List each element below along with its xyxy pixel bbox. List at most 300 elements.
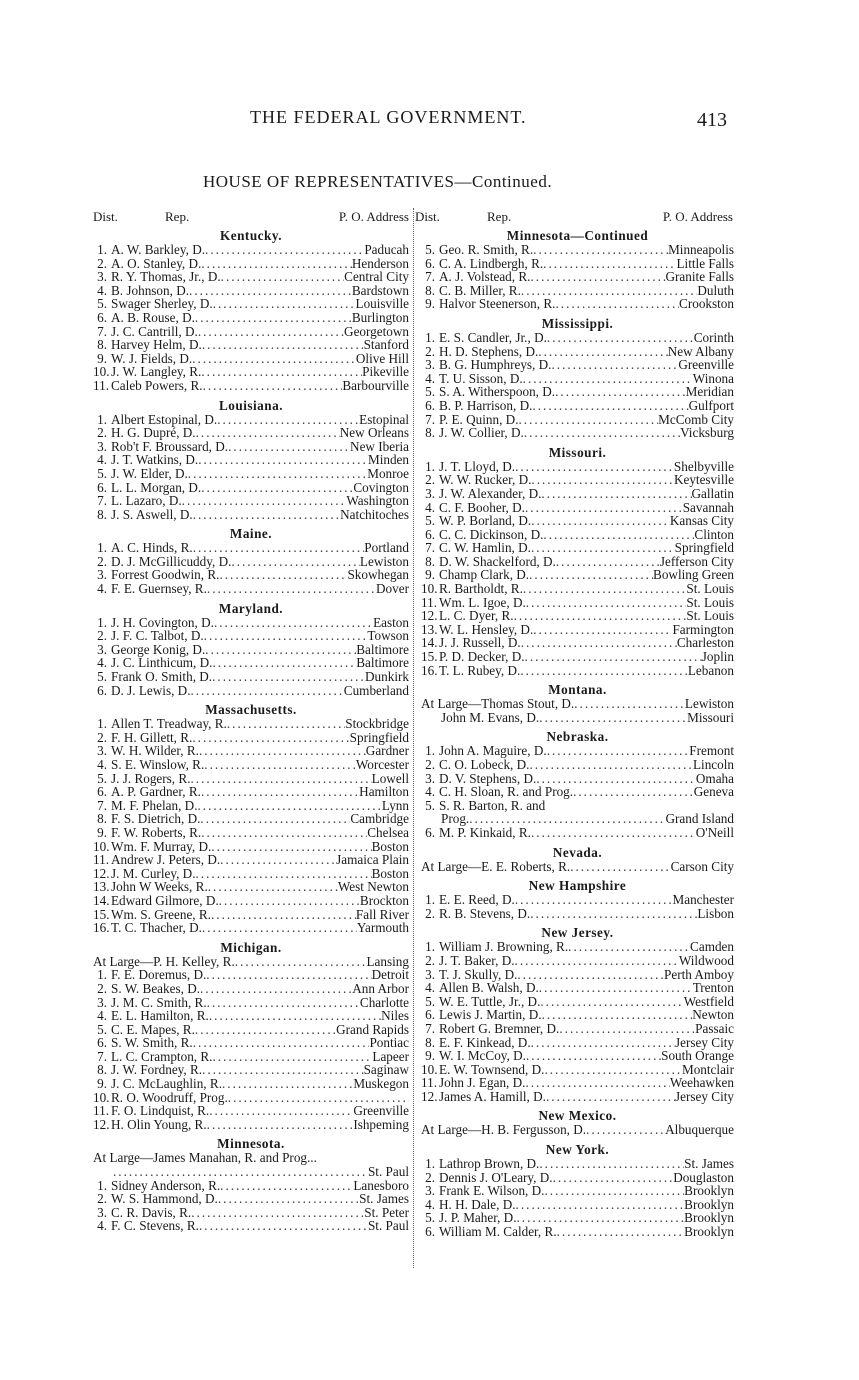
- list-item: [93, 758, 409, 772]
- leader-dots: [536, 772, 696, 786]
- representative-name: J. C. Linthicum, D.: [111, 655, 213, 671]
- state-section-new-mexico: [421, 1108, 734, 1142]
- post-office-address: St. Peter: [364, 1204, 409, 1220]
- post-office-address: Saginaw: [363, 1062, 409, 1078]
- leader-dots: [544, 1184, 684, 1198]
- list-item: [93, 1206, 409, 1220]
- representative-name: C. C. Dickinson, D.: [439, 526, 544, 542]
- district-number: 6.: [425, 824, 435, 840]
- leader-dots: [189, 284, 352, 298]
- list-item: [93, 568, 409, 582]
- district-number: 3.: [425, 357, 435, 373]
- leader-dots: [515, 893, 673, 907]
- district-number: 1.: [97, 614, 107, 630]
- post-office-address: Muskegon: [353, 1076, 409, 1092]
- leader-dots: [551, 358, 678, 372]
- district-number: 6.: [97, 784, 107, 800]
- post-office-address: Manchester: [672, 892, 734, 908]
- post-office-address: Gardner: [365, 743, 409, 759]
- post-office-address: Albuquerque: [665, 1122, 734, 1138]
- post-office-address: Brooklyn: [684, 1196, 734, 1212]
- post-office-address: St. Louis: [686, 581, 734, 597]
- post-office-address: Stockbridge: [345, 716, 409, 732]
- representative-name: D. W. Shackelford, D.: [439, 553, 556, 569]
- representative-name: W. I. McCoy, D.: [439, 1048, 526, 1064]
- state-heading: Nevada.: [552, 844, 603, 860]
- list-item: [421, 1022, 734, 1036]
- list-item: [93, 494, 409, 508]
- district-number: 13.: [421, 621, 438, 637]
- post-office-address: Henderson: [351, 255, 409, 271]
- list-item: [421, 514, 734, 528]
- representative-name: C. W. Hamlin, D.: [439, 540, 531, 556]
- state-section-nevada: [421, 845, 734, 879]
- state-section-new-york: [421, 1142, 734, 1244]
- leader-dots: [192, 731, 349, 745]
- representative-name: J. S. Aswell, D.: [111, 506, 193, 522]
- post-office-address: Georgetown: [344, 323, 409, 339]
- list-item: [421, 257, 734, 271]
- rep-header: Rep.: [165, 209, 190, 224]
- representative-name: Lathrop Brown, D.: [439, 1156, 540, 1172]
- post-office-address: Trenton: [692, 980, 734, 996]
- leader-dots: [200, 982, 352, 996]
- representative-name: J. J. Russell, D.: [439, 635, 521, 651]
- leader-dots: [202, 1063, 363, 1077]
- district-number: 1.: [425, 1156, 435, 1172]
- representative-name: C. F. Booher, D.: [439, 499, 525, 515]
- representative-name: J. M. C. Smith, R.: [111, 994, 207, 1010]
- post-office-address: St. Paul: [367, 1164, 409, 1180]
- post-office-address: Ishpeming: [353, 1116, 409, 1132]
- representative-name: S. A. Witherspoon, D.: [439, 384, 556, 400]
- district-number: 2.: [425, 757, 435, 772]
- post-office-address: O'Neill: [695, 824, 734, 840]
- state-section-missouri: [421, 445, 734, 683]
- post-office-address: Jamaica Plain: [336, 852, 409, 868]
- list-item: [93, 656, 409, 670]
- post-office-address: Yarmouth: [356, 920, 409, 936]
- leader-dots: [201, 257, 352, 271]
- leader-dots: [219, 568, 347, 582]
- list-item: [93, 1179, 409, 1193]
- list-item: [93, 1219, 409, 1233]
- district-number: 12.: [93, 865, 110, 881]
- representative-name: W. J. Fields, D.: [111, 350, 193, 366]
- list-item: [421, 1008, 734, 1022]
- representative-name: B. Johnson, D.: [111, 282, 190, 298]
- representative-name: J. M. Curley, D.: [111, 865, 196, 881]
- district-number: 6.: [97, 1035, 107, 1051]
- state-heading: New Mexico.: [538, 1108, 617, 1124]
- district-number: 5.: [425, 513, 435, 529]
- leader-dots: [209, 1104, 353, 1118]
- leader-dots: [531, 541, 675, 555]
- list-item: [93, 799, 409, 813]
- representative-name: J. W. Langley, R.: [111, 364, 202, 380]
- list-item: [93, 853, 409, 867]
- district-number: 1.: [425, 458, 435, 474]
- list-item: [421, 284, 734, 298]
- po-address-header: P. O. Address: [338, 209, 409, 224]
- list-item: [93, 325, 409, 339]
- representative-name: George Konig, D.: [111, 641, 206, 657]
- list-item: [421, 345, 734, 359]
- post-office-address: Barbourville: [342, 377, 409, 393]
- leader-dots: [208, 880, 338, 894]
- district-number: 6.: [97, 309, 107, 325]
- representative-name: R. Bartholdt, R.: [439, 581, 523, 597]
- list-item: [93, 270, 409, 284]
- list-item: [421, 1076, 734, 1090]
- district-number: 4.: [97, 1218, 107, 1234]
- state-section-minnesota: [93, 1136, 409, 1238]
- representative-name: Frank E. Wilson, D.: [439, 1183, 545, 1199]
- district-number: 9.: [97, 824, 107, 840]
- state-heading: Massachusetts.: [205, 702, 297, 718]
- post-office-address: Brockton: [359, 892, 409, 908]
- district-number: 7.: [97, 493, 107, 509]
- list-item: [93, 352, 409, 366]
- post-office-address: Gulfport: [688, 397, 734, 413]
- leader-dots: [207, 1118, 354, 1132]
- post-office-address: Hamilton: [359, 784, 409, 800]
- post-office-address: Worcester: [355, 757, 409, 772]
- representative-name: T. C. Thacher, D.: [111, 920, 202, 936]
- district-number: 4.: [97, 757, 107, 772]
- representative-name: J. T. Baker, D.: [439, 952, 515, 968]
- list-item: [421, 399, 734, 413]
- district-number: 6.: [425, 1224, 435, 1240]
- leader-dots: [529, 568, 653, 582]
- post-office-address: Jersey City: [675, 1088, 734, 1104]
- district-number: 16.: [93, 920, 110, 936]
- leader-dots: [543, 528, 694, 542]
- post-office-address: Lansing: [366, 953, 409, 969]
- leader-dots: [539, 1157, 684, 1171]
- district-number: 10.: [421, 1061, 438, 1077]
- list-item: [421, 1090, 734, 1104]
- post-office-address: New Orleans: [339, 425, 409, 441]
- list-item: [421, 954, 734, 968]
- post-office-address: Winona: [692, 370, 734, 386]
- district-number: 10.: [93, 1089, 110, 1105]
- list-item: [93, 968, 409, 982]
- list-item: [421, 697, 734, 711]
- list-item: [93, 616, 409, 630]
- leader-dots: [553, 1171, 674, 1185]
- representative-name: S. W. Beakes, D.: [111, 980, 201, 996]
- district-number: 3.: [97, 743, 107, 759]
- district-number: 5.: [425, 1210, 435, 1226]
- state-heading: Maine.: [229, 526, 273, 542]
- representative-name: J. C. McLaughlin, R.: [111, 1076, 222, 1092]
- representative-name: T. U. Sisson, D.: [439, 370, 523, 386]
- post-office-address: Minden: [367, 452, 409, 468]
- representative-name: John A. Maguire, D.: [439, 743, 547, 759]
- representative-name: Wm. L. Igoe, D.: [439, 594, 526, 610]
- post-office-address: Corinth: [693, 329, 734, 345]
- leader-dots: [211, 908, 356, 922]
- leader-dots: [228, 440, 350, 454]
- representative-name: Dennis J. O'Leary, D.: [439, 1169, 553, 1185]
- post-office-address: Lebanon: [687, 662, 734, 678]
- list-item: [93, 1091, 409, 1105]
- list-item: [421, 501, 734, 515]
- leader-dots: [521, 284, 697, 298]
- state-heading: New Jersey.: [541, 925, 614, 941]
- representative-name: At Large—H. B. Fergusson, D.: [421, 1122, 587, 1138]
- state-heading: Kentucky.: [219, 228, 283, 243]
- district-number: 6.: [425, 1007, 435, 1023]
- list-item: [421, 1184, 734, 1198]
- district-number: 7.: [425, 1020, 435, 1036]
- district-number: 14.: [93, 892, 110, 908]
- representative-name: W. E. Tuttle, Jr., D.: [439, 993, 541, 1009]
- representative-name: L. L. Morgan, D.: [111, 479, 202, 495]
- list-item: [93, 311, 409, 325]
- list-item: [93, 955, 409, 969]
- leader-dots: [539, 981, 693, 995]
- representative-name: C. H. Sloan, R. and Prog.: [439, 784, 574, 800]
- leader-dots: [568, 940, 690, 954]
- list-item: [93, 284, 409, 298]
- list-item: [421, 568, 734, 582]
- list-item: [421, 1157, 734, 1171]
- list-item: [93, 541, 409, 555]
- list-item: [421, 1036, 734, 1050]
- list-item: [421, 270, 734, 284]
- post-office-address: Charleston: [676, 635, 734, 651]
- representative-name: Champ Clark, D.: [439, 567, 530, 583]
- representative-name: J. F. C. Talbot, D.: [111, 628, 204, 644]
- state-section-montana: [421, 682, 734, 729]
- leader-dots: [219, 894, 360, 908]
- district-number: 2.: [425, 472, 435, 488]
- leader-dots: [546, 1090, 675, 1104]
- left-column: [93, 228, 409, 1238]
- list-item: [93, 812, 409, 826]
- district-number: 7.: [97, 797, 107, 813]
- post-office-address: Cumberland: [343, 682, 409, 698]
- list-item: [93, 508, 409, 522]
- district-number: 9.: [97, 1076, 107, 1092]
- state-section-maryland: [93, 601, 409, 703]
- list-item: [93, 629, 409, 643]
- representative-name: W. L. Hensley, D.: [439, 621, 534, 637]
- representative-name: A. J. Volstead, R.: [439, 269, 531, 285]
- leader-dots: [543, 257, 676, 271]
- post-office-address: Clinton: [694, 526, 734, 542]
- leader-dots: [531, 1036, 675, 1050]
- post-office-address: Montclair: [681, 1061, 734, 1077]
- list-item: [421, 893, 734, 907]
- district-number: 2.: [97, 553, 107, 569]
- post-office-address: Minneapolis: [668, 242, 734, 257]
- list-item: [421, 473, 734, 487]
- representative-name: Prog.: [441, 811, 470, 827]
- leader-dots: [538, 345, 667, 359]
- post-office-address: Westfield: [683, 993, 734, 1009]
- leader-dots: [523, 582, 686, 596]
- post-office-address: Crookston: [679, 296, 734, 312]
- representative-name: At Large—Thomas Stout, D.: [421, 696, 575, 712]
- state-section-kentucky: [93, 228, 409, 398]
- post-office-address: Vicksburg: [680, 425, 734, 441]
- leader-dots: [515, 954, 679, 968]
- representative-name: P. D. Decker, D.: [439, 649, 525, 665]
- list-item: [93, 731, 409, 745]
- representative-name: Andrew J. Peters, D.: [111, 852, 221, 868]
- post-office-address: Springfield: [349, 729, 409, 745]
- district-number: 4.: [425, 370, 435, 386]
- representative-name: Swager Sherley, D.: [111, 296, 213, 312]
- representative-name: L. C. Dyer, R.: [439, 608, 514, 624]
- representative-name: B. G. Humphreys, D.: [439, 357, 552, 373]
- district-number: 4.: [425, 1196, 435, 1212]
- district-number: 12.: [93, 1116, 110, 1132]
- list-item: [421, 1171, 734, 1185]
- district-number: 2.: [425, 905, 435, 921]
- post-office-address: Lynn: [381, 797, 409, 813]
- leader-dots: [202, 921, 357, 935]
- leader-dots: [201, 481, 353, 495]
- post-office-address: Washington: [346, 493, 409, 509]
- district-number: 5.: [425, 797, 435, 813]
- list-item: [421, 331, 734, 345]
- representative-name: D. J. Lewis, D.: [111, 682, 191, 698]
- representative-name: R. O. Woodruff, Prog.: [111, 1089, 228, 1105]
- representative-name: J. W. Collier, D.: [439, 425, 524, 441]
- district-number: 4.: [425, 784, 435, 800]
- leader-dots: [212, 656, 356, 670]
- representative-name: At Large—James Manahan, R. and Prog...: [93, 1150, 317, 1166]
- representative-name: Rob't F. Broussard, D.: [111, 438, 229, 454]
- representative-name: Wm. F. Murray, D.: [111, 838, 212, 854]
- post-office-address: Fremont: [689, 743, 734, 759]
- list-item: [93, 467, 409, 481]
- representative-name: M. P. Kinkaid, R.: [439, 824, 531, 840]
- list-item: [421, 1211, 734, 1225]
- district-number: 2.: [425, 952, 435, 968]
- representative-name: F. W. Roberts, R.: [111, 824, 202, 840]
- list-item: [421, 528, 734, 542]
- page-header: [0, 107, 859, 133]
- post-office-address: Camden: [690, 939, 734, 955]
- district-number: 9.: [97, 350, 107, 366]
- representative-name: W. S. Hammond, D.: [111, 1191, 218, 1207]
- district-number: 4.: [97, 282, 107, 298]
- district-number: 1.: [97, 967, 107, 983]
- leader-dots: [220, 1179, 353, 1193]
- dist-header: Dist.: [415, 209, 440, 224]
- post-office-address: Lincoln: [692, 757, 734, 772]
- district-number: 2.: [97, 255, 107, 271]
- post-office-address: Greenville: [678, 357, 734, 373]
- post-office-address: Greenville: [353, 1103, 409, 1119]
- leader-dots: [214, 616, 373, 630]
- list-item: [93, 338, 409, 352]
- post-office-address: Omaha: [695, 770, 734, 786]
- state-section-nebraska: [421, 729, 734, 844]
- state-section-mississippi: [421, 316, 734, 445]
- list-item: [421, 555, 734, 569]
- leader-dots: [574, 697, 685, 711]
- leader-dots: [192, 352, 356, 366]
- list-item: [421, 711, 734, 725]
- list-item: [421, 297, 734, 311]
- post-office-address: Bardstown: [351, 282, 409, 298]
- list-item: [93, 1151, 409, 1165]
- district-number: 10.: [93, 364, 110, 380]
- representative-name: W. W. Rucker, D.: [439, 472, 532, 488]
- post-office-address: Central City: [344, 269, 409, 285]
- state-section-maine: [93, 526, 409, 600]
- post-office-address: Weehawken: [669, 1075, 734, 1091]
- state-heading: Missouri.: [548, 444, 607, 460]
- representative-name: J. J. Rogers, R.: [111, 770, 191, 786]
- list-item: [93, 1118, 409, 1132]
- post-office-address: Pikeville: [362, 364, 409, 380]
- list-item: [421, 812, 734, 826]
- post-office-address: St. James: [359, 1191, 409, 1207]
- state-section-michigan: [93, 940, 409, 1137]
- leader-dots: [520, 664, 688, 678]
- list-item: [421, 1049, 734, 1063]
- representative-name: Allen T. Treadway, R.: [111, 716, 227, 732]
- post-office-address: Paducah: [364, 242, 409, 257]
- district-number: 3.: [425, 1183, 435, 1199]
- district-number: 5.: [97, 465, 107, 481]
- district-number: 5.: [425, 384, 435, 400]
- representative-name: W. H. Wilder, R.: [111, 743, 199, 759]
- representative-name: J. H. Covington, D.: [111, 614, 214, 630]
- list-item: [421, 487, 734, 501]
- representative-name: Wm. S. Greene, R.: [111, 906, 211, 922]
- district-number: 7.: [425, 411, 435, 427]
- post-office-address: Lanesboro: [353, 1177, 409, 1193]
- representative-name: William M. Calder, R.: [439, 1224, 557, 1240]
- post-office-address: Louisville: [355, 296, 409, 312]
- leader-dots: [573, 785, 694, 799]
- leader-dots: [521, 636, 677, 650]
- list-item: [93, 582, 409, 596]
- leader-dots: [533, 243, 668, 257]
- representative-name: S. W. Smith, R.: [111, 1035, 193, 1051]
- leader-dots: [201, 826, 367, 840]
- post-office-address: Bowling Green: [653, 567, 734, 583]
- representative-name: J. C. Cantrill, D.: [111, 323, 198, 339]
- representative-name: Geo. R. Smith, R.: [439, 242, 534, 257]
- list-item: [421, 1123, 734, 1137]
- leader-dots: [204, 629, 368, 643]
- representative-name: E. S. Candler, Jr., D.: [439, 329, 547, 345]
- leader-dots: [526, 1049, 661, 1063]
- post-office-address: Little Falls: [676, 255, 734, 271]
- list-item: [93, 670, 409, 684]
- leader-dots: [201, 365, 362, 379]
- representative-name: Allen B. Walsh, D.: [439, 980, 539, 996]
- list-item: [93, 744, 409, 758]
- district-number: 1.: [97, 540, 107, 556]
- post-office-address: Passaic: [695, 1020, 734, 1036]
- list-item: [421, 623, 734, 637]
- district-number: 4.: [425, 499, 435, 515]
- post-office-address: Fall River: [355, 906, 409, 922]
- list-item: [421, 385, 734, 399]
- post-office-address: Springfield: [674, 540, 734, 556]
- list-item: [93, 1009, 409, 1023]
